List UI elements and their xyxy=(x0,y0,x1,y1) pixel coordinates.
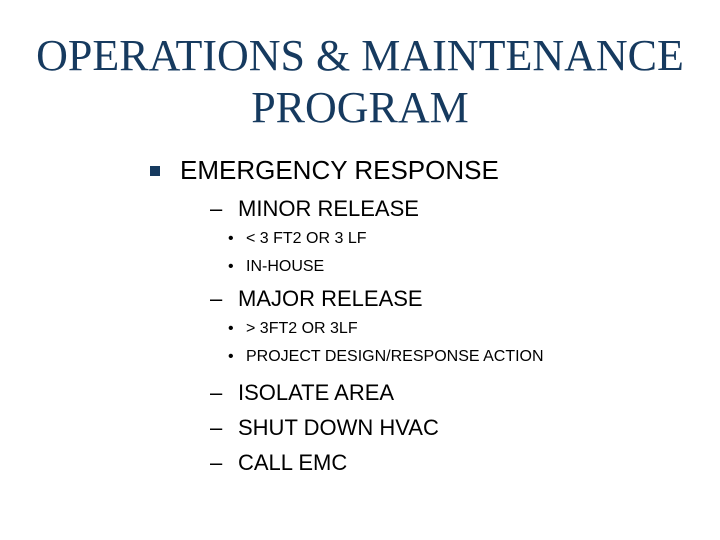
dot-bullet-icon: • xyxy=(228,348,234,365)
dash-icon: – xyxy=(210,380,223,405)
title-line-1: OPERATIONS & MAINTENANCE xyxy=(36,31,684,80)
dash-icon: – xyxy=(210,415,223,440)
title-line-2: PROGRAM xyxy=(251,83,469,132)
dot-bullet-icon: • xyxy=(228,230,234,247)
dash-icon: – xyxy=(210,196,223,221)
dot-bullet-icon: • xyxy=(228,320,234,337)
minor-release-sub-text: IN-HOUSE xyxy=(246,258,325,275)
dash-icon: – xyxy=(210,450,223,475)
major-release-label: MAJOR RELEASE xyxy=(238,286,423,311)
slide-title xyxy=(0,30,720,134)
dash-icon: – xyxy=(210,286,223,311)
dot-bullet-icon: • xyxy=(228,258,234,275)
minor-release-sub-text: < 3 FT2 OR 3 LF xyxy=(246,230,367,247)
major-release-sub-text: > 3FT2 OR 3LF xyxy=(246,320,358,337)
action-text: CALL EMC xyxy=(238,450,348,475)
action-text: SHUT DOWN HVAC xyxy=(238,415,439,440)
main-bullet-text: EMERGENCY RESPONSE xyxy=(180,155,499,185)
minor-release-label: MINOR RELEASE xyxy=(238,196,419,221)
square-bullet-icon xyxy=(150,166,160,176)
action-text: ISOLATE AREA xyxy=(238,380,395,405)
major-release-sub-text: PROJECT DESIGN/RESPONSE ACTION xyxy=(246,348,544,365)
